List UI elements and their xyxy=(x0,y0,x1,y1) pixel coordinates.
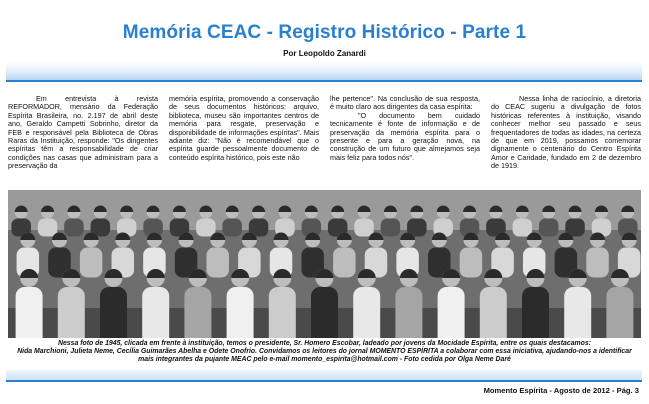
article-column-1 xyxy=(8,95,158,187)
person-body xyxy=(100,287,127,338)
article-byline: Por Leopoldo Zanardi xyxy=(283,49,366,58)
person-body xyxy=(513,219,533,237)
article-column-4 xyxy=(491,95,641,187)
person-body xyxy=(142,287,169,338)
person-body xyxy=(438,287,465,338)
photo-illustration xyxy=(8,190,641,338)
person-body xyxy=(311,287,338,338)
person-body xyxy=(222,219,242,237)
caption-line: Nessa foto de 1945, clicada em frente à instituição, temos o presidente, Sr. Homero Escobar, ladeado por jovens da Mocidade Espírita, entre os quais destacamos: xyxy=(57,340,592,347)
person-body xyxy=(354,219,374,237)
person-body xyxy=(333,248,356,278)
person-body xyxy=(564,287,591,338)
footer-band xyxy=(6,370,642,382)
person-body xyxy=(586,248,609,278)
paragraph: memória espírita, promovendo a conservação de seus documentos históricos: arquivo, biblioteca, museu são importantes centros de memória para resgate, preservação e disponibilidade de informações espíritas". Mais adiante diz: "Não é recomendável que o espírita guarde pessoalmente documento de conteúdo espírita histórico, pois este não xyxy=(169,95,319,162)
person-body xyxy=(522,287,549,338)
person-body xyxy=(269,287,296,338)
person-body xyxy=(381,219,401,237)
person-body xyxy=(460,248,483,278)
person-body xyxy=(227,287,254,338)
page-footer: Momento Espírita - Agosto de 2012 - Pág. 3 xyxy=(483,386,639,395)
person-body xyxy=(353,287,380,338)
person-body xyxy=(80,248,103,278)
person-body xyxy=(196,219,216,237)
quote-paragraph: "O documento bem cuidado tecnicamente é fonte de informação e de preservação da memória espírita para o presente e para a geração nova, na construção de um futuro que almejamos seja mais feliz para todos nós". xyxy=(330,110,480,162)
photo-caption xyxy=(8,340,641,365)
caption-line: mais integrantes da pujante MEAC pelo e-mail momento_espirita@hotmail.com - Foto cedida por Olga Neme Daré xyxy=(138,356,511,364)
article-title: Memória CEAC - Registro Histórico - Parte 1 xyxy=(122,22,527,43)
person-body xyxy=(16,287,43,338)
article-column-3 xyxy=(330,95,480,187)
caption-line: Nida Marchioni, Julieta Neme, Cecília Guimarães Abelha e Odete Onofrio. Convidamos os leitores do jornal MOMENTO ESPÍRITA a colaborar com essa iniciativa, ajudando-nos a identificar xyxy=(17,348,632,356)
paragraph: Nessa linha de raciocínio, a diretoria do CEAC sugeriu a divulgação de fotos históricas referentes à instituição, visando conhecer melhor seu passado e seus frequentadores de todas as idades, na certeza de que em 2019, possamos comemorar dignamente o centenário do Centro Espírita Amor e Caridade, fundado em 2 de dezembro de 1919. xyxy=(491,95,641,171)
person-body xyxy=(539,219,559,237)
person-body xyxy=(206,248,229,278)
person-body xyxy=(184,287,211,338)
person-body xyxy=(395,287,422,338)
person-body xyxy=(606,287,633,338)
person-body xyxy=(480,287,507,338)
paragraph: Em entrevista à revista REFORMADOR, mensário da Federação Espírita Brasileira, no. 2.197 de abril deste ano, Geraldo Campetti Sobrinho, diretor da FEB e responsável pela Biblioteca de Obras Raras da Instituição, responde: "Os dirigentes espíritas têm a responsabilidade de criar condições nas casas que administram para a preservação da xyxy=(8,95,158,171)
person-body xyxy=(58,287,85,338)
article-column-2 xyxy=(169,95,319,187)
person-body xyxy=(38,219,58,237)
historical-group-photo xyxy=(8,190,641,338)
person-body xyxy=(64,219,84,237)
article-body xyxy=(8,95,641,187)
paragraph: lhe pertence". Na conclusão de sua resposta, é muito claro aos dirigentes da casa espírita: xyxy=(330,95,480,112)
header-band xyxy=(6,62,642,82)
